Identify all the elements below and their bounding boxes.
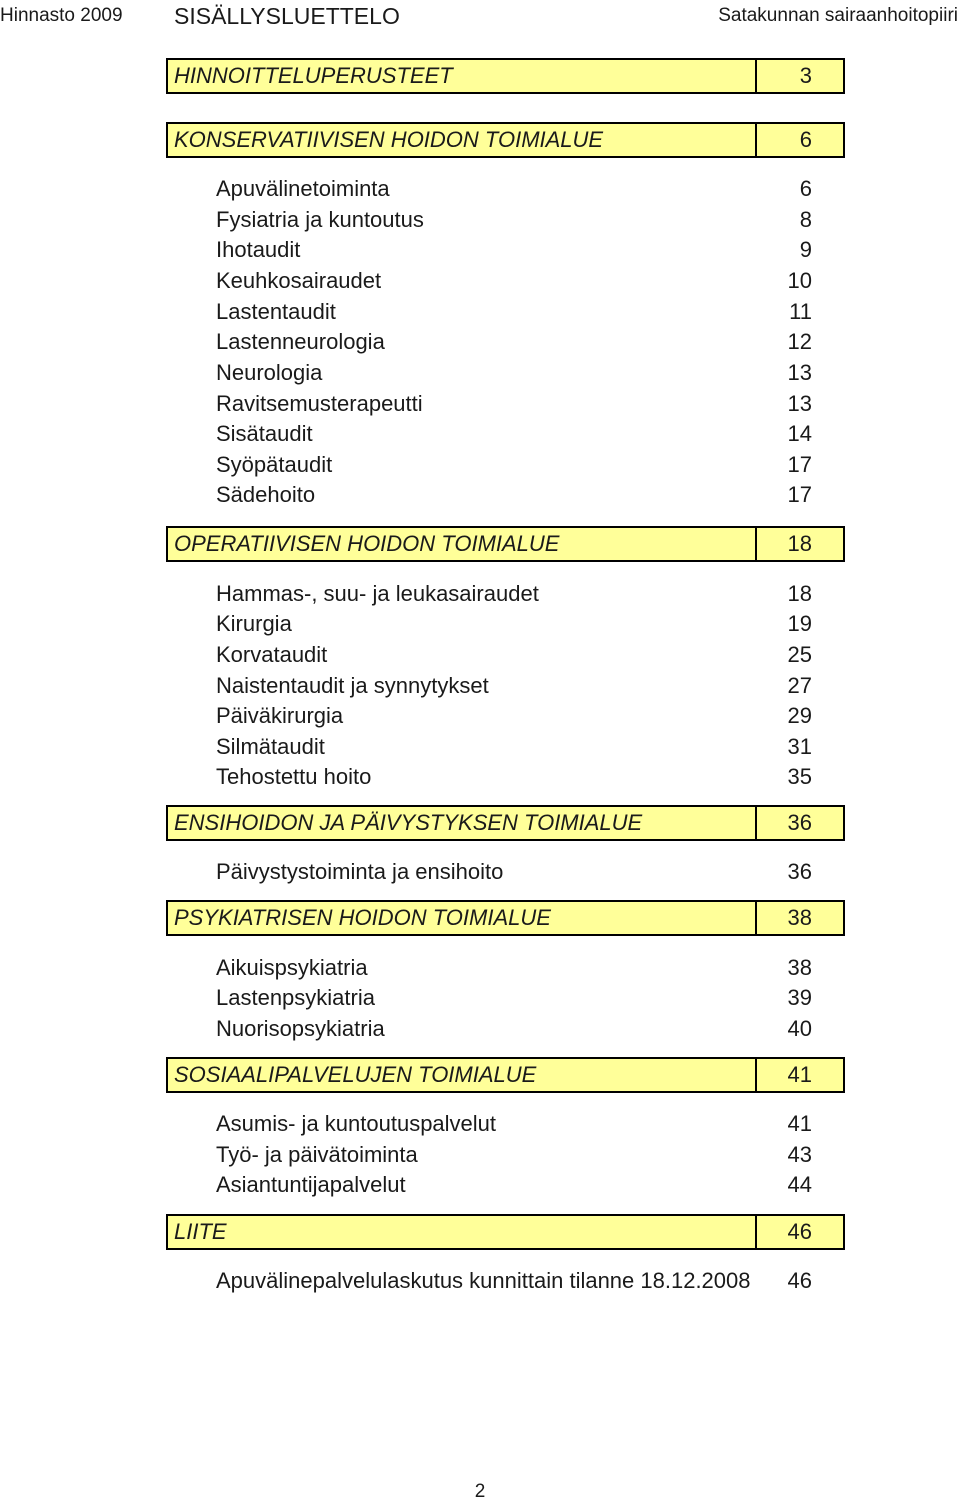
entry-title: Korvataudit [216, 642, 328, 667]
entry-title: Päivystystoiminta ja ensihoito [216, 859, 504, 884]
toc-entry[interactable] [216, 1014, 812, 1044]
entry-page-number: 29 [787, 703, 812, 728]
header-document-name: Hinnasto 2009 [0, 5, 123, 26]
toc-entry[interactable] [216, 327, 812, 357]
entry-page-number: 41 [787, 1111, 812, 1136]
entry-title: Lastenpsykiatria [216, 985, 375, 1010]
toc-entry[interactable] [216, 205, 812, 235]
toc-entry[interactable] [216, 1170, 812, 1200]
toc-section-appendix[interactable] [166, 1214, 845, 1250]
entry-page-number: 17 [787, 482, 812, 507]
entry-page-number: 35 [787, 764, 812, 789]
toc-entry[interactable] [216, 480, 812, 510]
entry-page-number: 38 [787, 955, 812, 980]
toc-entry[interactable] [216, 389, 812, 419]
entry-page-number: 13 [787, 391, 812, 416]
entry-title: Hammas-, suu- ja leukasairaudet [216, 581, 539, 606]
toc-entry[interactable] [216, 953, 812, 983]
toc-section-emergency-care[interactable] [166, 805, 845, 841]
entry-page-number: 10 [787, 268, 812, 293]
toc-entry[interactable] [216, 358, 812, 388]
section-title: SOSIAALIPALVELUJEN TOIMIALUE [174, 1062, 537, 1087]
entry-title: Ihotaudit [216, 237, 301, 262]
entry-page-number: 18 [787, 581, 812, 606]
section-divider [755, 902, 757, 934]
section-divider [755, 60, 757, 92]
entry-title: Työ- ja päivätoiminta [216, 1142, 418, 1167]
toc-entry[interactable] [216, 297, 812, 327]
entry-page-number: 46 [787, 1268, 812, 1293]
entry-title: Fysiatria ja kuntoutus [216, 207, 424, 232]
section-page-number: 36 [787, 810, 812, 835]
entry-page-number: 39 [787, 985, 812, 1010]
entry-title: Tehostettu hoito [216, 764, 372, 789]
entry-page-number: 43 [787, 1142, 812, 1167]
section-divider [755, 1216, 757, 1248]
entry-page-number: 12 [787, 329, 812, 354]
entry-title: Ravitsemusterapeutti [216, 391, 423, 416]
entry-page-number: 40 [787, 1016, 812, 1041]
entry-page-number: 36 [787, 859, 812, 884]
entry-page-number: 14 [787, 421, 812, 446]
toc-section-social-services[interactable] [166, 1057, 845, 1093]
entry-title: Naistentaudit ja synnytykset [216, 673, 489, 698]
page-number: 2 [474, 1481, 486, 1502]
toc-entry[interactable] [216, 1266, 812, 1296]
section-divider [755, 124, 757, 156]
entry-title: Neurologia [216, 360, 323, 385]
entry-title: Keuhkosairaudet [216, 268, 382, 293]
entry-page-number: 11 [789, 299, 812, 324]
entry-title: Asumis- ja kuntoutuspalvelut [216, 1111, 497, 1136]
toc-entry[interactable] [216, 762, 812, 792]
section-title: OPERATIIVISEN HOIDON TOIMIALUE [174, 531, 560, 556]
section-page-number: 6 [799, 127, 812, 152]
entry-page-number: 19 [787, 611, 812, 636]
section-title: KONSERVATIIVISEN HOIDON TOIMIALUE [174, 127, 604, 152]
page-title: SISÄLLYSLUETTELO [174, 3, 400, 29]
toc-entry[interactable] [216, 671, 812, 701]
toc-entry[interactable] [216, 609, 812, 639]
toc-entry[interactable] [216, 450, 812, 480]
entry-page-number: 9 [799, 237, 812, 262]
section-page-number: 46 [787, 1219, 812, 1244]
entry-page-number: 31 [787, 734, 812, 759]
toc-section-pricing-principles[interactable] [166, 58, 845, 94]
toc-entry[interactable] [216, 266, 812, 296]
section-divider [755, 1059, 757, 1091]
toc-section-psychiatric-care[interactable] [166, 900, 845, 936]
entry-page-number: 27 [787, 673, 812, 698]
entry-title: Aikuispsykiatria [216, 955, 368, 980]
entry-title: Päiväkirurgia [216, 703, 344, 728]
section-title: ENSIHOIDON JA PÄIVYSTYKSEN TOIMIALUE [174, 810, 643, 835]
header-organization: Satakunnan sairaanhoitopiiri [718, 5, 958, 26]
entry-title: Lastenneurologia [216, 329, 385, 354]
entry-page-number: 6 [799, 176, 812, 201]
entry-title: Sisätaudit [216, 421, 313, 446]
section-page-number: 38 [787, 905, 812, 930]
entry-title: Sädehoito [216, 482, 316, 507]
toc-section-conservative-care[interactable] [166, 122, 845, 158]
toc-entry[interactable] [216, 235, 812, 265]
entry-title: Apuvälinepalvelulaskutus kunnittain tilanne 18.12.2008 [216, 1268, 751, 1293]
section-divider [755, 528, 757, 560]
toc-entry[interactable] [216, 579, 812, 609]
section-title: PSYKIATRISEN HOIDON TOIMIALUE [174, 905, 551, 930]
entry-title: Lastentaudit [216, 299, 336, 324]
toc-entry[interactable] [216, 701, 812, 731]
section-page-number: 3 [799, 63, 812, 88]
toc-entry[interactable] [216, 640, 812, 670]
section-page-number: 41 [787, 1062, 812, 1087]
entry-page-number: 44 [787, 1172, 812, 1197]
section-page-number: 18 [787, 531, 812, 556]
toc-entry[interactable] [216, 174, 812, 204]
entry-title: Kirurgia [216, 611, 292, 636]
toc-section-operative-care[interactable] [166, 526, 845, 562]
entry-title: Asiantuntijapalvelut [216, 1172, 406, 1197]
entry-page-number: 17 [787, 452, 812, 477]
entry-page-number: 13 [787, 360, 812, 385]
toc-entry[interactable] [216, 1109, 812, 1139]
entry-page-number: 25 [787, 642, 812, 667]
toc-entry[interactable] [216, 857, 812, 887]
section-title: LIITE [174, 1219, 227, 1244]
section-divider [755, 807, 757, 839]
entry-title: Silmätaudit [216, 734, 325, 759]
entry-title: Syöpätaudit [216, 452, 333, 477]
entry-title: Apuvälinetoiminta [216, 176, 390, 201]
toc-entry[interactable] [216, 1140, 812, 1170]
toc-entry[interactable] [216, 732, 812, 762]
entry-page-number: 8 [799, 207, 812, 232]
entry-title: Nuorisopsykiatria [216, 1016, 385, 1041]
toc-entry[interactable] [216, 983, 812, 1013]
toc-entry[interactable] [216, 419, 812, 449]
section-title: HINNOITTELUPERUSTEET [174, 63, 453, 88]
